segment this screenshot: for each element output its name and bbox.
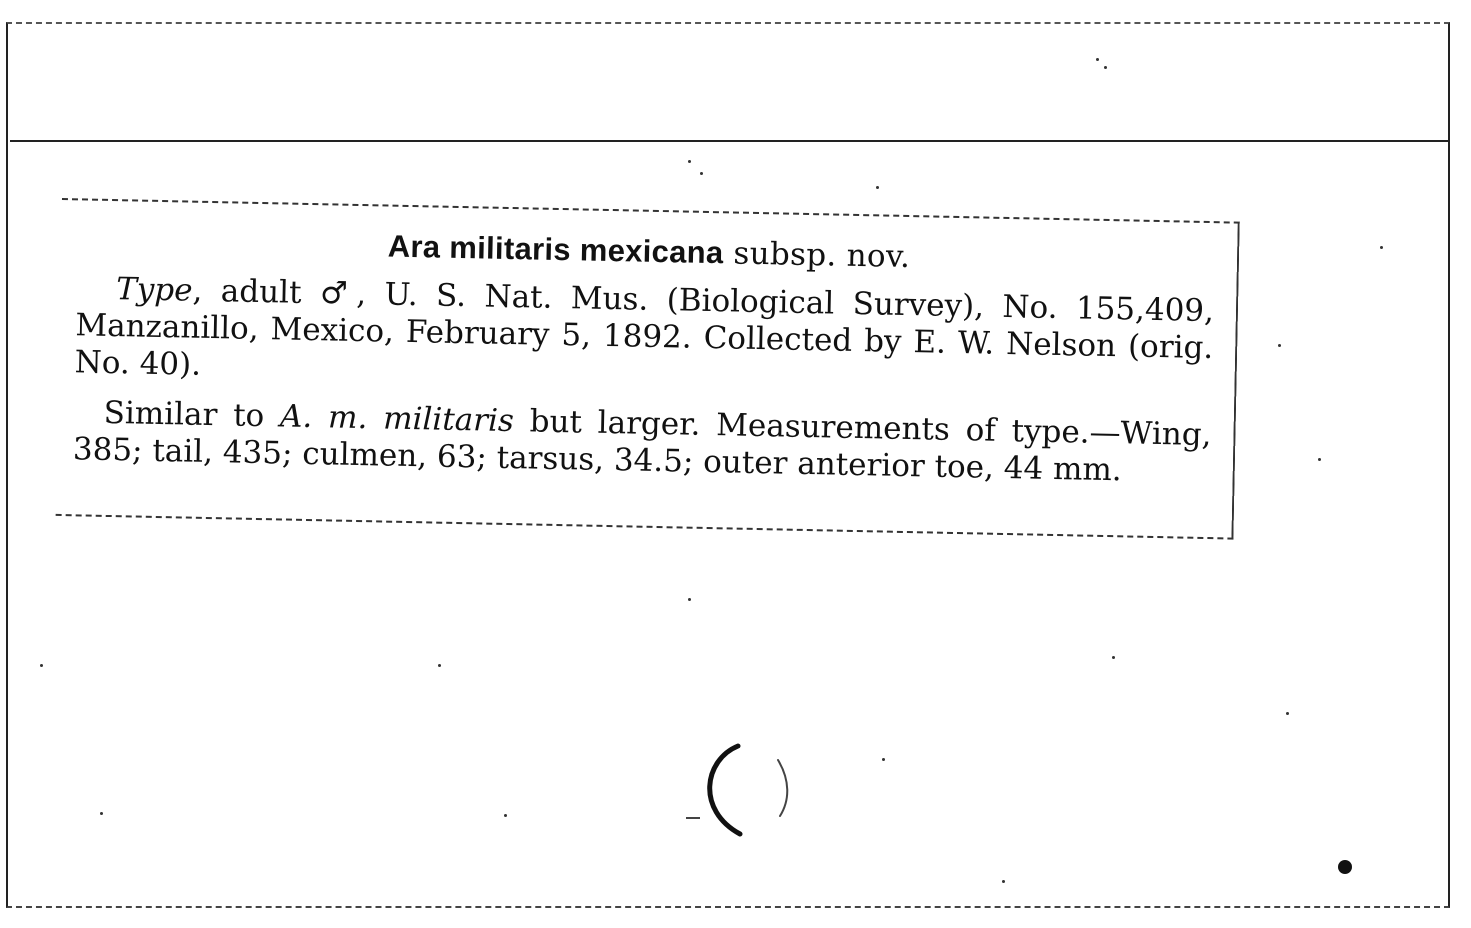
paper-speck	[438, 664, 441, 667]
paper-speck	[1286, 712, 1289, 715]
paper-speck	[876, 186, 879, 189]
pasted-clipping	[56, 198, 1240, 540]
punch-hole-mark	[686, 738, 806, 838]
paper-speck	[1002, 880, 1005, 883]
paper-speck	[882, 758, 885, 761]
paper-speck	[1278, 344, 1281, 347]
similar-species: A. m. militaris	[279, 398, 515, 440]
paper-speck	[504, 814, 507, 817]
scientific-name: Ara militaris mexicana	[387, 228, 724, 271]
paper-speck	[100, 812, 103, 815]
paper-speck	[1096, 58, 1099, 61]
paper-speck	[40, 664, 43, 667]
measurements-text: but larger. Measurements of type.—Wing, 385; tail, 435; culmen, 63; tarsus, 34.5; outer anterior toe, 44 mm.	[72, 403, 1212, 489]
similar-prefix: Similar to	[103, 394, 281, 435]
similar-paragraph	[73, 394, 1212, 491]
taxon-rank: subsp. nov.	[733, 235, 911, 276]
paper-speck	[1380, 246, 1383, 249]
paper-speck	[688, 160, 691, 163]
paper-speck	[1112, 656, 1115, 659]
type-description: , adult ♂, U. S. Nat. Mus. (Biological Survey), No. 155,409, Manzanillo, Mexico, February 5, 1892. Collected by E. W. Nelson (orig. No. 40).	[74, 272, 1215, 383]
paper-speck	[1104, 66, 1107, 69]
card-header-rule	[10, 140, 1450, 142]
type-paragraph	[74, 270, 1214, 404]
paper-speck	[688, 598, 691, 601]
paper-speck	[700, 172, 703, 175]
type-label: Type	[115, 271, 193, 309]
ink-dot	[1338, 860, 1352, 874]
paper-speck	[1318, 458, 1321, 461]
